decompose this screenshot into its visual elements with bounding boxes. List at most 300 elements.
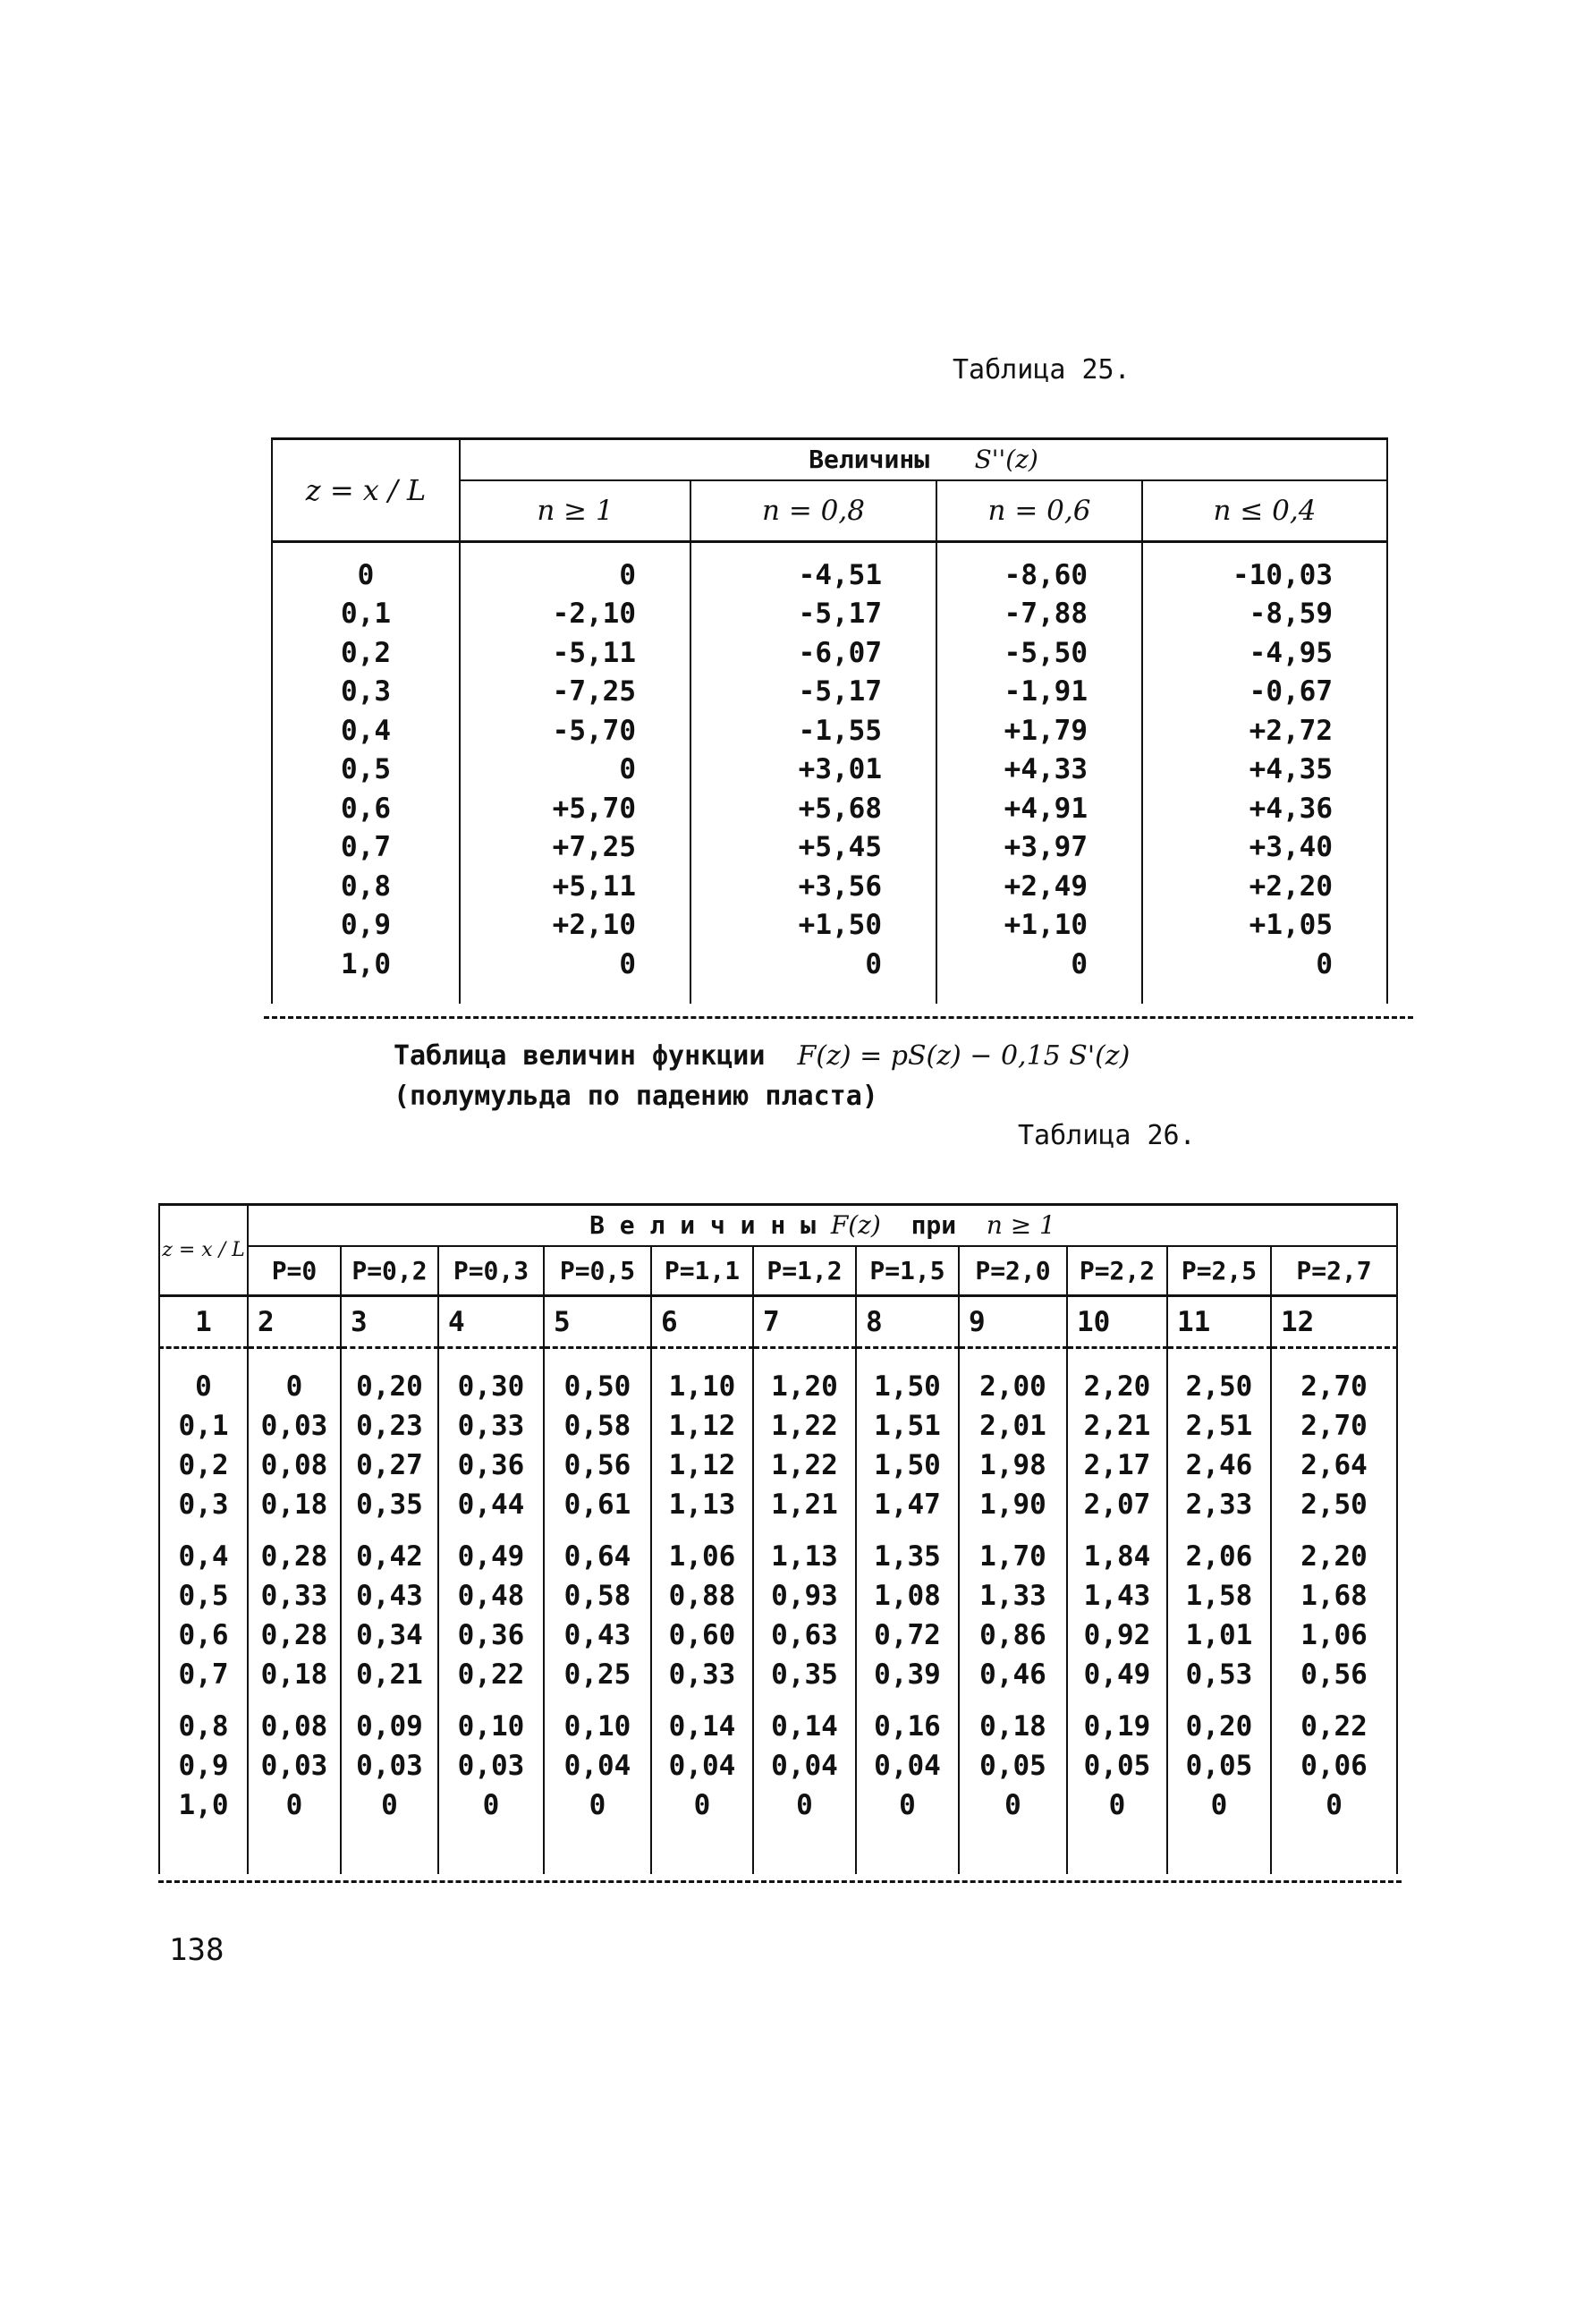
table-cell: +5,68 bbox=[690, 789, 936, 828]
spacer-cell bbox=[959, 1348, 1067, 1368]
table-cell: 0 bbox=[438, 1785, 544, 1825]
table26 bbox=[158, 1203, 1398, 1874]
column-header: n ≤ 0,4 bbox=[1142, 480, 1387, 542]
spacer-cell bbox=[438, 1348, 544, 1368]
table-row bbox=[159, 1406, 1397, 1446]
spacer-row bbox=[272, 984, 1387, 1004]
table-cell: 1,98 bbox=[959, 1446, 1067, 1485]
table-cell: -2,10 bbox=[460, 595, 690, 634]
table-cell: 0 bbox=[936, 945, 1142, 984]
table-cell: 0,05 bbox=[1067, 1746, 1167, 1785]
spacer-cell bbox=[1271, 1825, 1397, 1874]
z-value: 0,5 bbox=[159, 1576, 248, 1616]
table25 bbox=[271, 437, 1388, 1004]
spacer-cell bbox=[959, 1524, 1067, 1537]
table-cell: +7,25 bbox=[460, 828, 690, 868]
z-value: 1,0 bbox=[159, 1785, 248, 1825]
spacer-cell bbox=[159, 1524, 248, 1537]
table-cell: -4,95 bbox=[1142, 633, 1387, 673]
table-row bbox=[272, 789, 1387, 828]
column-number: 8 bbox=[856, 1296, 959, 1348]
spacer-cell bbox=[959, 1825, 1067, 1874]
table-cell: -6,07 bbox=[690, 633, 936, 673]
table-cell: 2,00 bbox=[959, 1367, 1067, 1406]
column-number: 11 bbox=[1167, 1296, 1271, 1348]
z-header: z = x / L bbox=[272, 439, 460, 542]
spacer-cell bbox=[341, 1694, 438, 1707]
table-cell: -10,03 bbox=[1142, 542, 1387, 595]
table-cell: 0,10 bbox=[438, 1707, 544, 1746]
table-cell: 1,70 bbox=[959, 1537, 1067, 1576]
table-cell: +5,70 bbox=[460, 789, 690, 828]
spacer-row bbox=[159, 1694, 1397, 1707]
table-cell: 2,21 bbox=[1067, 1406, 1167, 1446]
table-cell: 0,25 bbox=[544, 1655, 651, 1694]
column-header: n = 0,8 bbox=[690, 480, 936, 542]
spacer-cell bbox=[651, 1694, 753, 1707]
table-cell: 0,27 bbox=[341, 1446, 438, 1485]
table-cell: 0,61 bbox=[544, 1485, 651, 1524]
table-cell: +4,35 bbox=[1142, 751, 1387, 790]
spacer-cell bbox=[438, 1524, 544, 1537]
table-cell: 0,43 bbox=[341, 1576, 438, 1616]
table-cell: 0,46 bbox=[959, 1655, 1067, 1694]
spacer-cell bbox=[856, 1825, 959, 1874]
table-cell: +2,49 bbox=[936, 867, 1142, 906]
table-cell: 2,17 bbox=[1067, 1446, 1167, 1485]
column-header: P=1,2 bbox=[753, 1246, 856, 1296]
table-cell: 0 bbox=[248, 1367, 341, 1406]
table-row bbox=[159, 1707, 1397, 1746]
table-cell: +2,10 bbox=[460, 906, 690, 946]
spacer-cell bbox=[1167, 1348, 1271, 1368]
column-header: P=0 bbox=[248, 1246, 341, 1296]
column-header: P=0,5 bbox=[544, 1246, 651, 1296]
table-cell: 2,46 bbox=[1167, 1446, 1271, 1485]
table-cell: 2,50 bbox=[1271, 1485, 1397, 1524]
table-cell: 0,22 bbox=[438, 1655, 544, 1694]
table26-title: Таблица 26. bbox=[1018, 1120, 1196, 1151]
table-cell: 0 bbox=[1142, 945, 1387, 984]
table-cell: 0,72 bbox=[856, 1616, 959, 1655]
z-value: 0,8 bbox=[272, 867, 460, 906]
table-cell: 0,03 bbox=[341, 1746, 438, 1785]
table-cell: +1,79 bbox=[936, 711, 1142, 751]
table-cell: +5,11 bbox=[460, 867, 690, 906]
table-cell: 0,44 bbox=[438, 1485, 544, 1524]
table-cell: 0,04 bbox=[544, 1746, 651, 1785]
table-cell: 1,06 bbox=[651, 1537, 753, 1576]
column-header: P=2,7 bbox=[1271, 1246, 1397, 1296]
table-cell: 0,64 bbox=[544, 1537, 651, 1576]
table-cell: 0,53 bbox=[1167, 1655, 1271, 1694]
table-cell: -7,88 bbox=[936, 595, 1142, 634]
table-cell: 0 bbox=[856, 1785, 959, 1825]
column-header: n = 0,6 bbox=[936, 480, 1142, 542]
table-cell: -5,11 bbox=[460, 633, 690, 673]
column-number: 1 bbox=[159, 1296, 248, 1348]
table-row bbox=[272, 945, 1387, 984]
z-value: 0,4 bbox=[159, 1537, 248, 1576]
table-cell: 1,35 bbox=[856, 1537, 959, 1576]
table-cell: 0 bbox=[460, 542, 690, 595]
spacer-cell bbox=[248, 1694, 341, 1707]
table-cell: 0,56 bbox=[1271, 1655, 1397, 1694]
caption-line1: Таблица величин функции F(z) = pS(z) − 0,15 S'(z) bbox=[394, 1040, 1131, 1072]
table-cell: 0,33 bbox=[248, 1576, 341, 1616]
table-cell: +4,33 bbox=[936, 751, 1142, 790]
table26-bottom-rule bbox=[158, 1880, 1402, 1883]
table-cell: 2,50 bbox=[1167, 1367, 1271, 1406]
table-cell: 2,20 bbox=[1271, 1537, 1397, 1576]
z-value: 0,1 bbox=[272, 595, 460, 634]
table-cell: 0,14 bbox=[753, 1707, 856, 1746]
table-cell: -0,67 bbox=[1142, 673, 1387, 712]
table-cell: 1,68 bbox=[1271, 1576, 1397, 1616]
column-header: P=1,5 bbox=[856, 1246, 959, 1296]
spacer-cell bbox=[651, 1524, 753, 1537]
table-cell: 2,07 bbox=[1067, 1485, 1167, 1524]
group-header: Величины S''(z) bbox=[460, 439, 1387, 480]
spacer-cell bbox=[159, 1348, 248, 1368]
spacer-cell bbox=[248, 1524, 341, 1537]
spacer-cell bbox=[341, 1348, 438, 1368]
table-cell: 0 bbox=[1167, 1785, 1271, 1825]
table-cell: 0 bbox=[1067, 1785, 1167, 1825]
table-cell: 0,28 bbox=[248, 1616, 341, 1655]
z-value: 0,2 bbox=[159, 1446, 248, 1485]
spacer-row bbox=[159, 1825, 1397, 1874]
spacer-cell bbox=[1067, 1524, 1167, 1537]
table-cell: 0,20 bbox=[1167, 1707, 1271, 1746]
table-cell: 1,12 bbox=[651, 1446, 753, 1485]
z-value: 0,3 bbox=[272, 673, 460, 712]
table-cell: 1,08 bbox=[856, 1576, 959, 1616]
table-row bbox=[272, 542, 1387, 595]
table-row bbox=[272, 867, 1387, 906]
table-cell: 0 bbox=[341, 1785, 438, 1825]
spacer-cell bbox=[159, 1825, 248, 1874]
table-cell: 0,20 bbox=[341, 1367, 438, 1406]
table-cell: 0,04 bbox=[753, 1746, 856, 1785]
table-cell: 1,90 bbox=[959, 1485, 1067, 1524]
table-cell: 0 bbox=[651, 1785, 753, 1825]
table-cell: 0,92 bbox=[1067, 1616, 1167, 1655]
table-cell: 0,42 bbox=[341, 1537, 438, 1576]
table-cell: 0,50 bbox=[544, 1367, 651, 1406]
column-header: P=0,3 bbox=[438, 1246, 544, 1296]
spacer-cell bbox=[248, 1825, 341, 1874]
spacer-cell bbox=[544, 1694, 651, 1707]
table-cell: +2,72 bbox=[1142, 711, 1387, 751]
table-cell: 1,12 bbox=[651, 1406, 753, 1446]
table-row bbox=[272, 906, 1387, 946]
table-row bbox=[159, 1616, 1397, 1655]
table-cell: 0,14 bbox=[651, 1707, 753, 1746]
table-cell: 0,06 bbox=[1271, 1746, 1397, 1785]
table-cell: 0,18 bbox=[248, 1655, 341, 1694]
column-number: 6 bbox=[651, 1296, 753, 1348]
z-value: 0,5 bbox=[272, 751, 460, 790]
spacer-cell bbox=[1167, 1694, 1271, 1707]
table-cell: 2,70 bbox=[1271, 1367, 1397, 1406]
table-cell: 0,18 bbox=[248, 1485, 341, 1524]
column-number: 4 bbox=[438, 1296, 544, 1348]
table-cell: 0,86 bbox=[959, 1616, 1067, 1655]
table-cell: 0,35 bbox=[753, 1655, 856, 1694]
table-cell: 0,03 bbox=[248, 1746, 341, 1785]
table-cell: 1,47 bbox=[856, 1485, 959, 1524]
column-header: P=2,0 bbox=[959, 1246, 1067, 1296]
table-cell: 2,64 bbox=[1271, 1446, 1397, 1485]
z-value: 0,3 bbox=[159, 1485, 248, 1524]
table-row bbox=[159, 1746, 1397, 1785]
table-cell: 0,39 bbox=[856, 1655, 959, 1694]
table-cell: -8,59 bbox=[1142, 595, 1387, 634]
spacer-cell bbox=[753, 1524, 856, 1537]
spacer-cell bbox=[753, 1694, 856, 1707]
table-cell: 1,58 bbox=[1167, 1576, 1271, 1616]
table-cell: +3,01 bbox=[690, 751, 936, 790]
table-row bbox=[159, 1576, 1397, 1616]
z-value: 0,4 bbox=[272, 711, 460, 751]
table-cell: 0,04 bbox=[856, 1746, 959, 1785]
table-row bbox=[272, 751, 1387, 790]
table-row bbox=[159, 1537, 1397, 1576]
table-cell: -8,60 bbox=[936, 542, 1142, 595]
table-cell: 0,04 bbox=[651, 1746, 753, 1785]
table-cell: 0 bbox=[690, 945, 936, 984]
table-cell: 1,13 bbox=[753, 1537, 856, 1576]
z-value: 1,0 bbox=[272, 945, 460, 984]
table-cell: 0,22 bbox=[1271, 1707, 1397, 1746]
table-cell: 1,01 bbox=[1167, 1616, 1271, 1655]
column-header: P=2,2 bbox=[1067, 1246, 1167, 1296]
spacer-cell bbox=[438, 1694, 544, 1707]
table-row bbox=[272, 633, 1387, 673]
table-cell: 1,10 bbox=[651, 1367, 753, 1406]
group-header: В е л и ч и н ы F(z) при n ≥ 1 bbox=[248, 1205, 1397, 1246]
table-cell: 0,93 bbox=[753, 1576, 856, 1616]
table-cell: -5,17 bbox=[690, 673, 936, 712]
table-cell: 1,50 bbox=[856, 1446, 959, 1485]
spacer-cell bbox=[856, 1348, 959, 1368]
spacer-cell bbox=[1067, 1348, 1167, 1368]
table-cell: 0,30 bbox=[438, 1367, 544, 1406]
z-value: 0 bbox=[272, 542, 460, 595]
table-cell: 1,50 bbox=[856, 1367, 959, 1406]
table-row bbox=[272, 673, 1387, 712]
column-number: 10 bbox=[1067, 1296, 1167, 1348]
caption-line2: (полумульда по падению пласта) bbox=[394, 1081, 878, 1112]
table-cell: +4,91 bbox=[936, 789, 1142, 828]
table-cell: 0,23 bbox=[341, 1406, 438, 1446]
table-cell: -7,25 bbox=[460, 673, 690, 712]
table-cell: 1,20 bbox=[753, 1367, 856, 1406]
spacer-cell bbox=[159, 1694, 248, 1707]
table-cell: 0,60 bbox=[651, 1616, 753, 1655]
table-cell: 0,09 bbox=[341, 1707, 438, 1746]
column-header: P=2,5 bbox=[1167, 1246, 1271, 1296]
table-cell: -5,50 bbox=[936, 633, 1142, 673]
table-cell: -1,55 bbox=[690, 711, 936, 751]
table-row bbox=[272, 595, 1387, 634]
table-cell: 0,63 bbox=[753, 1616, 856, 1655]
table-cell: 0,34 bbox=[341, 1616, 438, 1655]
table-cell: 0,49 bbox=[438, 1537, 544, 1576]
z-header: z = x / L bbox=[159, 1205, 248, 1296]
table-row bbox=[272, 828, 1387, 868]
table-cell: +4,36 bbox=[1142, 789, 1387, 828]
table-cell: 1,22 bbox=[753, 1406, 856, 1446]
spacer-cell bbox=[438, 1825, 544, 1874]
z-value: 0,1 bbox=[159, 1406, 248, 1446]
table-row bbox=[159, 1367, 1397, 1406]
column-number: 9 bbox=[959, 1296, 1067, 1348]
spacer-cell bbox=[856, 1524, 959, 1537]
table-cell: -5,17 bbox=[690, 595, 936, 634]
table25-bottom-rule bbox=[264, 1016, 1413, 1019]
table-cell: 0,33 bbox=[651, 1655, 753, 1694]
spacer-cell bbox=[1067, 1825, 1167, 1874]
table-cell: 0,28 bbox=[248, 1537, 341, 1576]
spacer-cell bbox=[753, 1348, 856, 1368]
table-row bbox=[159, 1446, 1397, 1485]
table-cell: 0,10 bbox=[544, 1707, 651, 1746]
table-row bbox=[159, 1485, 1397, 1524]
spacer-cell bbox=[1271, 1348, 1397, 1368]
column-number: 3 bbox=[341, 1296, 438, 1348]
table-cell: 0 bbox=[248, 1785, 341, 1825]
table-cell: 0,08 bbox=[248, 1446, 341, 1485]
page-number: 138 bbox=[169, 1932, 224, 1968]
table-cell: 1,22 bbox=[753, 1446, 856, 1485]
column-header: n ≥ 1 bbox=[460, 480, 690, 542]
spacer-cell bbox=[651, 1348, 753, 1368]
column-number: 12 bbox=[1271, 1296, 1397, 1348]
spacer-cell bbox=[1271, 1694, 1397, 1707]
table-cell: -5,70 bbox=[460, 711, 690, 751]
table-cell: 0,35 bbox=[341, 1485, 438, 1524]
table-cell: 2,06 bbox=[1167, 1537, 1271, 1576]
table-cell: 0 bbox=[1271, 1785, 1397, 1825]
table25-title: Таблица 25. bbox=[953, 354, 1131, 386]
table-cell: 1,51 bbox=[856, 1406, 959, 1446]
column-number: 2 bbox=[248, 1296, 341, 1348]
table-cell: 0,88 bbox=[651, 1576, 753, 1616]
column-header: P=0,2 bbox=[341, 1246, 438, 1296]
z-value: 0 bbox=[159, 1367, 248, 1406]
table-row bbox=[159, 1785, 1397, 1825]
table-cell: 0 bbox=[460, 945, 690, 984]
table-cell: +1,10 bbox=[936, 906, 1142, 946]
table-cell: 1,21 bbox=[753, 1485, 856, 1524]
table-cell: 0,16 bbox=[856, 1707, 959, 1746]
table-cell: +1,50 bbox=[690, 906, 936, 946]
table-cell: 0,33 bbox=[438, 1406, 544, 1446]
column-number: 7 bbox=[753, 1296, 856, 1348]
z-value: 0,6 bbox=[159, 1616, 248, 1655]
table-cell: -4,51 bbox=[690, 542, 936, 595]
spacer-cell bbox=[1167, 1825, 1271, 1874]
table-cell: 1,33 bbox=[959, 1576, 1067, 1616]
table-cell: 0,49 bbox=[1067, 1655, 1167, 1694]
z-value: 0,2 bbox=[272, 633, 460, 673]
spacer-cell bbox=[341, 1524, 438, 1537]
table-cell: 0 bbox=[753, 1785, 856, 1825]
z-value: 0,9 bbox=[159, 1746, 248, 1785]
spacer-cell bbox=[856, 1694, 959, 1707]
table-cell: 0,18 bbox=[959, 1707, 1067, 1746]
spacer-row bbox=[159, 1348, 1397, 1368]
table-cell: 0,08 bbox=[248, 1707, 341, 1746]
table-cell: 0,58 bbox=[544, 1576, 651, 1616]
table-cell: 2,01 bbox=[959, 1406, 1067, 1446]
table-cell: 1,84 bbox=[1067, 1537, 1167, 1576]
z-value: 0,7 bbox=[159, 1655, 248, 1694]
table-cell: -1,91 bbox=[936, 673, 1142, 712]
table-cell: 2,51 bbox=[1167, 1406, 1271, 1446]
table-cell: +5,45 bbox=[690, 828, 936, 868]
table-cell: 0,36 bbox=[438, 1616, 544, 1655]
table-cell: +1,05 bbox=[1142, 906, 1387, 946]
spacer-cell bbox=[959, 1694, 1067, 1707]
table-cell: +3,56 bbox=[690, 867, 936, 906]
table-cell: 2,20 bbox=[1067, 1367, 1167, 1406]
spacer-cell bbox=[651, 1825, 753, 1874]
column-header: P=1,1 bbox=[651, 1246, 753, 1296]
z-value: 0,7 bbox=[272, 828, 460, 868]
table-cell: 0,03 bbox=[248, 1406, 341, 1446]
spacer-cell bbox=[544, 1348, 651, 1368]
table-cell: 0,21 bbox=[341, 1655, 438, 1694]
table-cell: 1,06 bbox=[1271, 1616, 1397, 1655]
table-row bbox=[159, 1655, 1397, 1694]
table-cell: 0 bbox=[959, 1785, 1067, 1825]
table-cell: 0 bbox=[460, 751, 690, 790]
spacer-cell bbox=[1067, 1694, 1167, 1707]
spacer-cell bbox=[544, 1825, 651, 1874]
table-cell: 2,70 bbox=[1271, 1406, 1397, 1446]
spacer-cell bbox=[544, 1524, 651, 1537]
table-cell: +2,20 bbox=[1142, 867, 1387, 906]
z-value: 0,8 bbox=[159, 1707, 248, 1746]
table-cell: 1,43 bbox=[1067, 1576, 1167, 1616]
table-cell: 0,43 bbox=[544, 1616, 651, 1655]
table-cell: +3,97 bbox=[936, 828, 1142, 868]
column-number: 5 bbox=[544, 1296, 651, 1348]
spacer-cell bbox=[248, 1348, 341, 1368]
table-cell: 0,05 bbox=[959, 1746, 1067, 1785]
table-cell: 0 bbox=[544, 1785, 651, 1825]
table-cell: 0,56 bbox=[544, 1446, 651, 1485]
table-cell: 1,13 bbox=[651, 1485, 753, 1524]
table-cell: 0,05 bbox=[1167, 1746, 1271, 1785]
table-cell: 0,36 bbox=[438, 1446, 544, 1485]
spacer-cell bbox=[1167, 1524, 1271, 1537]
table-cell: +3,40 bbox=[1142, 828, 1387, 868]
spacer-row bbox=[159, 1524, 1397, 1537]
table-row bbox=[272, 711, 1387, 751]
table-cell: 2,33 bbox=[1167, 1485, 1271, 1524]
z-value: 0,9 bbox=[272, 906, 460, 946]
spacer-cell bbox=[341, 1825, 438, 1874]
spacer-cell bbox=[1271, 1524, 1397, 1537]
spacer-cell bbox=[753, 1825, 856, 1874]
z-value: 0,6 bbox=[272, 789, 460, 828]
table-cell: 0,19 bbox=[1067, 1707, 1167, 1746]
table-cell: 0,03 bbox=[438, 1746, 544, 1785]
